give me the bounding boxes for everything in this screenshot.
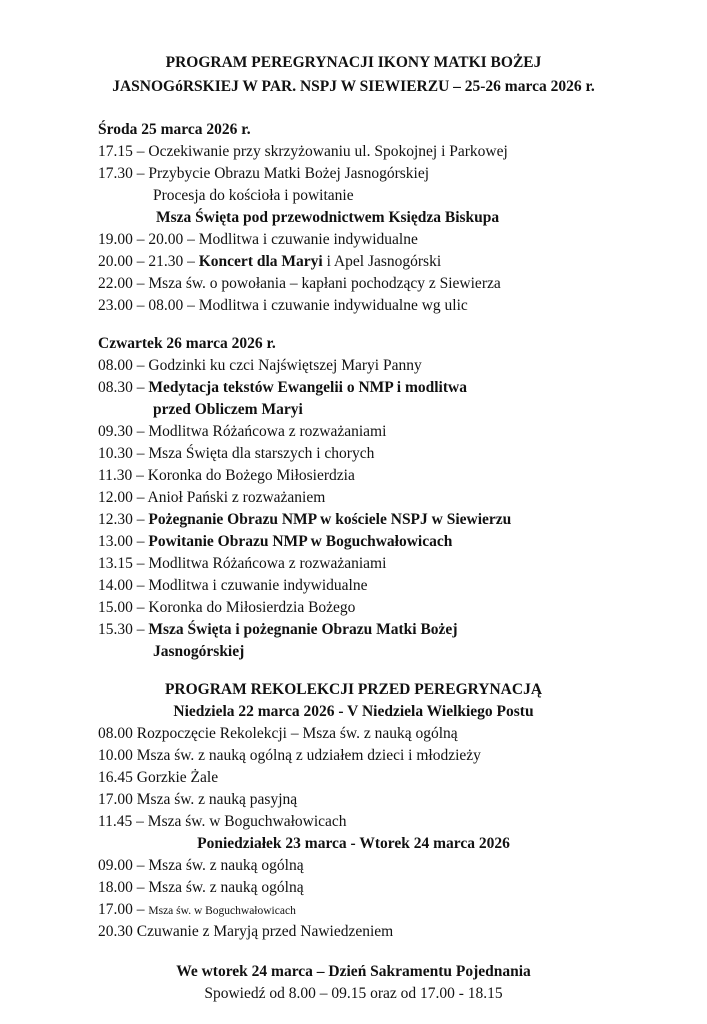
schedule-time: 15.30 –: [98, 621, 149, 638]
schedule-time: 20.00 – 21.30 –: [98, 253, 199, 270]
schedule-highlight: Medytacja tekstów Ewangelii o NMP i modlitwa: [148, 379, 467, 396]
schedule-item: 09.30 – Modlitwa Różańcowa z rozważaniami: [98, 423, 387, 440]
schedule-text: i Apel Jasnogórski: [322, 253, 442, 270]
schedule-item: 22.00 – Msza św. o powołania – kapłani pochodzący z Siewierza: [98, 275, 501, 292]
schedule-item: 13.15 – Modlitwa Różańcowa z rozważaniami: [98, 555, 387, 572]
schedule-item: 12.00 – Anioł Pański z rozważaniem: [98, 489, 326, 506]
schedule-item-continuation: Jasnogórskiej: [153, 643, 245, 660]
schedule-time: 17.00 –: [98, 901, 149, 918]
schedule-highlight: Pożegnanie Obrazu NMP w kościele NSPJ w Siewierzu: [148, 511, 512, 528]
schedule-item: 08.00 Rozpoczęcie Rekolekcji – Msza św. z nauką ogólną: [98, 725, 458, 742]
schedule-item: 17.00 Msza św. z nauką pasyjną: [98, 791, 298, 808]
schedule-item: 10.30 – Msza Święta dla starszych i chorych: [98, 445, 375, 462]
document-title-line-2: JASNOGóRSKIEJ W PAR. NSPJ W SIEWIERZU – 25-26 marca 2026 r.: [112, 78, 595, 95]
schedule-time: 12.30 –: [98, 511, 149, 528]
schedule-time: 13.00 –: [98, 533, 149, 550]
schedule-item: 10.00 Msza św. z nauką ogólną z udziałem dzieci i młodzieży: [98, 747, 481, 764]
schedule-item: [98, 378, 467, 398]
schedule-item: 17.15 – Oczekiwanie przy skrzyżowaniu ul. Spokojnej i Parkowej: [98, 143, 508, 160]
schedule-item: 09.00 – Msza św. z nauką ogólną: [98, 857, 304, 874]
wednesday-heading: Środa 25 marca 2026 r.: [98, 121, 251, 138]
schedule-item-continuation: przed Obliczem Maryi: [153, 401, 303, 418]
schedule-item: 08.00 – Godzinki ku czci Najświętszej Maryi Panny: [98, 357, 422, 374]
schedule-highlight: Msza Święta i pożegnanie Obrazu Matki Bożej: [148, 621, 458, 638]
schedule-item: 14.00 – Modlitwa i czuwanie indywidualne: [98, 577, 368, 594]
weekday-heading: Poniedziałek 23 marca - Wtorek 24 marca 2026: [197, 835, 510, 852]
schedule-item: 23.00 – 08.00 – Modlitwa i czuwanie indywidualne wg ulic: [98, 297, 468, 314]
schedule-item: 20.30 Czuwanie z Maryją przed Nawiedzeniem: [98, 923, 394, 940]
schedule-highlight: Koncert dla Maryi: [198, 253, 323, 270]
schedule-item: 18.00 – Msza św. z nauką ogólną: [98, 879, 304, 896]
confession-heading: We wtorek 24 marca – Dzień Sakramentu Pojednania: [176, 963, 531, 980]
sunday-heading: Niedziela 22 marca 2026 - V Niedziela Wielkiego Postu: [173, 703, 534, 720]
schedule-item: [98, 620, 457, 640]
schedule-item-continuation: Msza Święta pod przewodnictwem Księdza Biskupa: [156, 209, 500, 226]
schedule-item: 17.30 – Przybycie Obrazu Matki Bożej Jasnogórskiej: [98, 165, 430, 182]
schedule-item: 16.45 Gorzkie Żale: [98, 769, 219, 786]
schedule-text-small: Msza św. w Boguchwałowicach: [148, 905, 296, 917]
document-title-line-1: PROGRAM PEREGRYNACJI IKONY MATKI BOŻEJ: [165, 54, 542, 71]
schedule-item-continuation: Procesja do kościoła i powitanie: [153, 187, 354, 204]
thursday-heading: Czwartek 26 marca 2026 r.: [98, 335, 276, 352]
schedule-item: 11.45 – Msza św. w Boguchwałowicach: [98, 813, 347, 830]
schedule-highlight: Powitanie Obrazu NMP w Boguchwałowicach: [148, 533, 453, 550]
schedule-item: 19.00 – 20.00 – Modlitwa i czuwanie indywidualne: [98, 231, 418, 248]
schedule-item: [98, 532, 452, 552]
schedule-item: [98, 510, 511, 530]
schedule-item: 15.00 – Koronka do Miłosierdzia Bożego: [98, 599, 356, 616]
schedule-item: 11.30 – Koronka do Bożego Miłosierdzia: [98, 467, 355, 484]
schedule-time: 08.30 –: [98, 379, 149, 396]
schedule-item: [98, 252, 441, 272]
schedule-item: [98, 900, 296, 921]
retreat-heading: PROGRAM REKOLEKCJI PRZED PEREGRYNACJĄ: [164, 681, 543, 698]
confession-hours: Spowiedź od 8.00 – 09.15 oraz od 17.00 - 18.15: [204, 985, 503, 1002]
